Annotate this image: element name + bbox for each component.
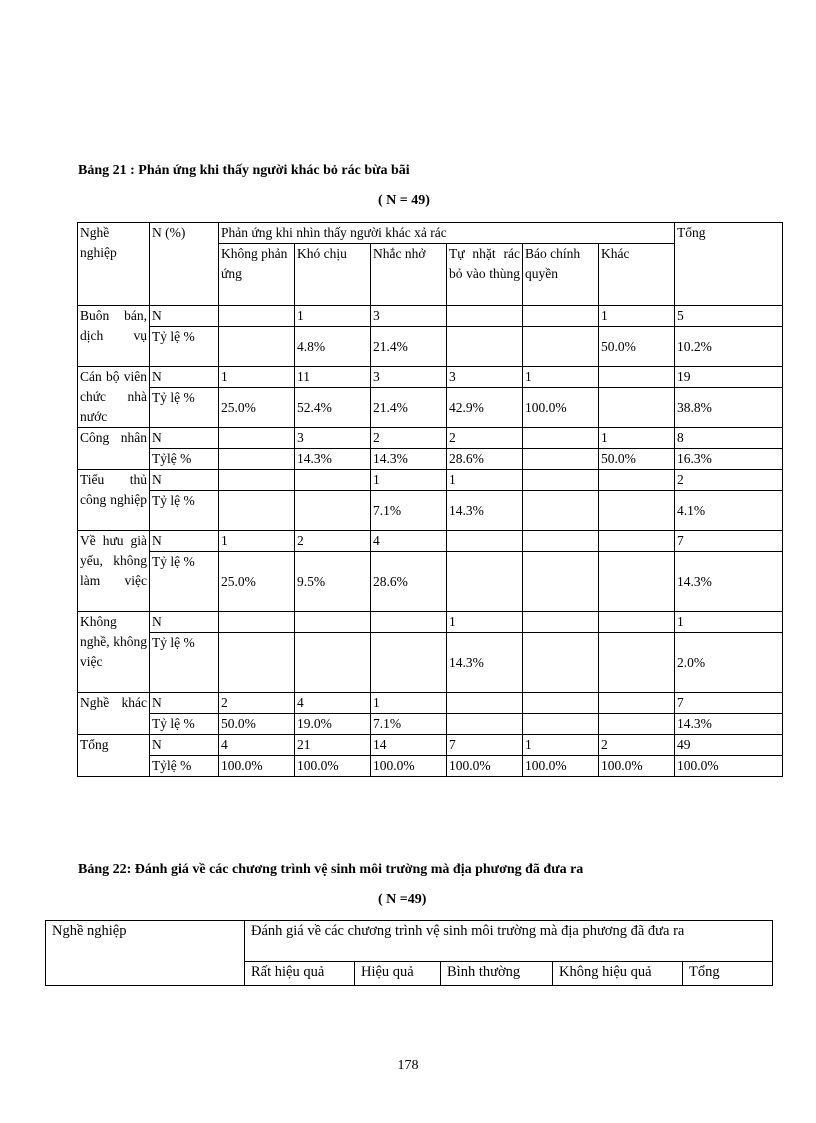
cell-percent: 25.0% [219,552,295,612]
cell-percent [523,327,599,367]
cell-percent [295,491,371,531]
cell-percent: 52.4% [295,388,371,428]
cell-percent: 100.0% [447,756,523,777]
cell-count [523,612,599,633]
cell-count [599,612,675,633]
cell-percent: 19.0% [295,714,371,735]
cell-percent: 14.3% [447,633,523,693]
cell-percent: 50.0% [599,327,675,367]
cell-count [599,693,675,714]
cell-count: 21 [295,735,371,756]
row-label: Không nghề, không việc [78,612,150,693]
cell-percent [295,633,371,693]
cell-percent: 14.3% [447,491,523,531]
cell-count [523,531,599,552]
cell-count: 7 [447,735,523,756]
cell-count: 3 [447,367,523,388]
cell-count: 8 [675,428,783,449]
table22-n-label: ( N =49) [378,892,427,907]
cell-percent: 21.4% [371,388,447,428]
cell-percent: 28.6% [447,449,523,470]
cell-percent: 4.1% [675,491,783,531]
cell-count: 2 [599,735,675,756]
header-col-uncomfortable: Khó chịu [295,244,371,306]
cell-percent [371,633,447,693]
cell-count: 1 [371,693,447,714]
cell-percent: 2.0% [675,633,783,693]
header-n-pct: N (%) [150,223,219,306]
row-label: Tiểu thủ công nghiệp [78,470,150,531]
table21-title: Bảng 21 : Phản ứng khi thấy người khác bỏ rác bừa bãi [78,163,410,178]
cell-percent [447,327,523,367]
row-label: Buôn bán, dịch vụ [78,306,150,367]
cell-percent: 28.6% [371,552,447,612]
row-pct-label: Tỷ lệ % [150,633,219,693]
t22-col-total: Tổng [683,962,773,986]
cell-count: 14 [371,735,447,756]
row-pct-label: Tỷlệ % [150,756,219,777]
cell-percent: 7.1% [371,714,447,735]
cell-count: 2 [371,428,447,449]
cell-count [523,693,599,714]
cell-percent [219,449,295,470]
cell-percent: 100.0% [599,756,675,777]
row-label: Nghề khác [78,693,150,735]
cell-count: 3 [371,367,447,388]
cell-count: 2 [675,470,783,491]
cell-count: 4 [371,531,447,552]
row-n-label: N [150,367,219,388]
cell-percent: 38.8% [675,388,783,428]
t22-col-normal: Bình thường [441,962,553,986]
cell-percent: 100.0% [295,756,371,777]
row-pct-label: Tỷ lệ % [150,552,219,612]
cell-percent: 100.0% [219,756,295,777]
cell-percent [523,714,599,735]
cell-percent [523,491,599,531]
row-pct-label: Tỷlệ % [150,449,219,470]
cell-percent [599,633,675,693]
cell-count: 2 [447,428,523,449]
cell-percent: 16.3% [675,449,783,470]
cell-percent: 4.8% [295,327,371,367]
row-n-label: N [150,470,219,491]
cell-percent [219,491,295,531]
cell-percent [599,552,675,612]
header-reaction-group: Phản ứng khi nhìn thấy người khác xả rác [219,223,675,244]
cell-count [219,612,295,633]
row-label: Công nhân [78,428,150,470]
cell-count [599,367,675,388]
cell-count: 4 [295,693,371,714]
cell-count: 4 [219,735,295,756]
row-pct-label: Tỷ lệ % [150,714,219,735]
cell-count: 1 [523,367,599,388]
cell-percent: 100.0% [675,756,783,777]
table22-title: Bảng 22: Đánh giá về các chương trình vệ sinh môi trường mà địa phương đã đưa ra [78,862,584,877]
cell-count: 11 [295,367,371,388]
cell-percent [219,327,295,367]
cell-count: 7 [675,693,783,714]
cell-percent: 21.4% [371,327,447,367]
cell-count: 1 [447,612,523,633]
header-col-self-pick-up: Tự nhặt rác bỏ vào thùng [447,244,523,306]
row-n-label: N [150,531,219,552]
cell-count [447,531,523,552]
table22 [45,920,773,986]
t22-col-not-effective: Không hiệu quả [553,962,683,986]
cell-count [219,306,295,327]
cell-count: 3 [371,306,447,327]
cell-percent: 7.1% [371,491,447,531]
row-label: Tổng [78,735,150,777]
table21-n-label: ( N = 49) [378,193,430,208]
cell-percent: 50.0% [219,714,295,735]
cell-percent: 25.0% [219,388,295,428]
cell-count [371,612,447,633]
cell-count: 1 [371,470,447,491]
cell-count [295,612,371,633]
cell-count: 5 [675,306,783,327]
cell-percent [599,714,675,735]
row-n-label: N [150,306,219,327]
cell-percent: 9.5% [295,552,371,612]
cell-percent: 10.2% [675,327,783,367]
cell-count: 3 [295,428,371,449]
cell-percent: 42.9% [447,388,523,428]
cell-percent: 14.3% [371,449,447,470]
cell-count: 1 [523,735,599,756]
header-col-other: Khác [599,244,675,306]
header-col-no-reaction: Không phản ứng [219,244,295,306]
cell-percent [523,449,599,470]
header-col-report-authority: Báo chính quyền [523,244,599,306]
row-pct-label: Tỷ lệ % [150,491,219,531]
row-pct-label: Tỷ lệ % [150,388,219,428]
cell-count [447,306,523,327]
cell-count: 1 [219,531,295,552]
cell-count: 49 [675,735,783,756]
header-occupation: Nghề nghiệp [78,223,150,306]
cell-percent: 100.0% [523,388,599,428]
t22-header-group: Đánh giá về các chương trình vệ sinh môi trường mà địa phương đã đưa ra [245,921,773,962]
row-n-label: N [150,735,219,756]
row-label: Về hưu già yếu, không làm việc [78,531,150,612]
table21 [77,222,783,777]
cell-percent [447,552,523,612]
cell-count: 2 [219,693,295,714]
cell-percent: 14.3% [295,449,371,470]
cell-count [523,306,599,327]
cell-percent [447,714,523,735]
cell-percent [599,388,675,428]
cell-percent [523,633,599,693]
row-label: Cán bộ viên chức nhà nước [78,367,150,428]
t22-col-effective: Hiệu quả [355,962,441,986]
t22-header-occupation: Nghề nghiệp [46,921,245,986]
row-pct-label: Tỷ lệ % [150,327,219,367]
cell-percent: 14.3% [675,552,783,612]
row-n-label: N [150,428,219,449]
cell-count: 19 [675,367,783,388]
cell-count: 1 [447,470,523,491]
cell-percent: 50.0% [599,449,675,470]
cell-count: 1 [675,612,783,633]
cell-percent: 14.3% [675,714,783,735]
cell-count [523,428,599,449]
cell-percent [523,552,599,612]
row-n-label: N [150,612,219,633]
cell-count [219,428,295,449]
page-number: 178 [397,1058,419,1073]
cell-percent: 100.0% [523,756,599,777]
row-n-label: N [150,693,219,714]
cell-count [295,470,371,491]
cell-count [599,470,675,491]
header-col-remind: Nhắc nhở [371,244,447,306]
cell-count: 1 [599,428,675,449]
cell-count: 1 [599,306,675,327]
cell-count: 2 [295,531,371,552]
header-total: Tổng [675,223,783,306]
cell-count: 1 [295,306,371,327]
cell-percent: 100.0% [371,756,447,777]
cell-count [219,470,295,491]
cell-count [599,531,675,552]
cell-count: 1 [219,367,295,388]
cell-count [523,470,599,491]
cell-count: 7 [675,531,783,552]
t22-col-very-effective: Rất hiệu quả [245,962,355,986]
cell-count [447,693,523,714]
cell-percent [599,491,675,531]
cell-percent [219,633,295,693]
